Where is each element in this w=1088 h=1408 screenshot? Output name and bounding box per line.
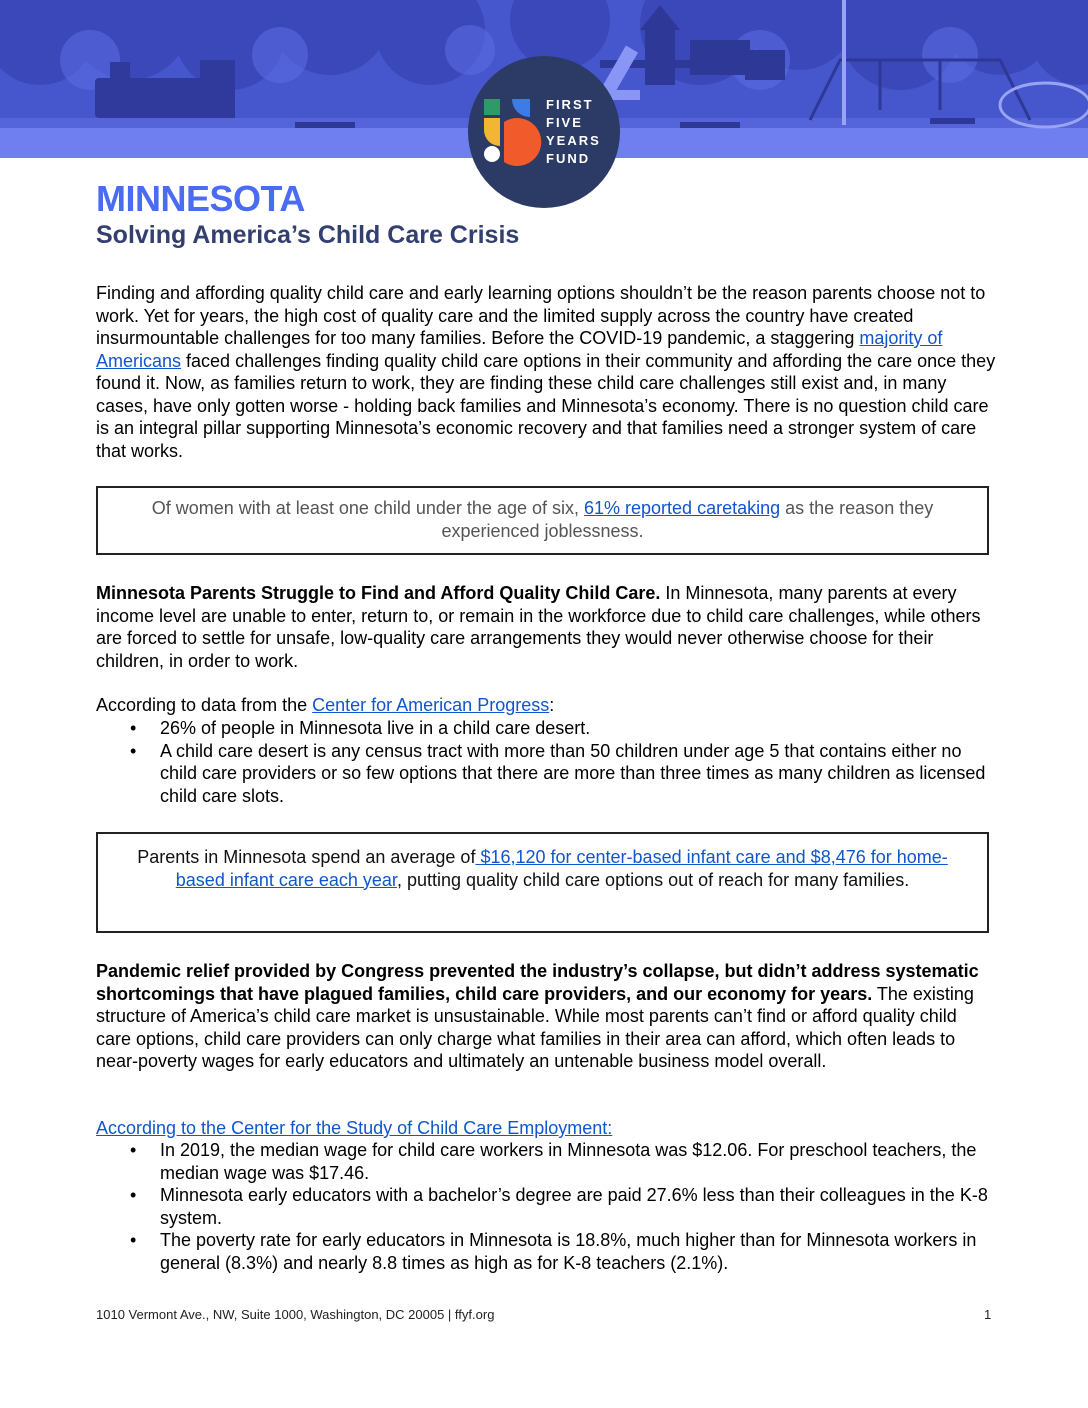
section-pandemic-relief <box>96 960 996 1073</box>
logo-word: FIVE <box>546 115 583 130</box>
list-item: • In 2019, the median wage for child care workers in Minnesota was $12.06. For preschool teachers, the median wage was $17.46. <box>96 1139 996 1184</box>
logo-yellow-shape <box>484 118 500 146</box>
logo-green-square <box>484 99 500 115</box>
intro-paragraph <box>96 282 996 462</box>
list-item: • Minnesota early educators with a bachelor’s degree are paid 27.6% less than their colleagues in the K-8 system. <box>96 1184 996 1229</box>
section-text: The existing structure of America’s child care market is unsustainable. While most parents can’t find or afford quality child care options, child care providers can only charge what families in their area can afford, which often leads to near-poverty wages for early educators and ultimately an untenable business model overall. <box>96 983 974 1071</box>
callout-box-infant-care-cost <box>96 832 989 933</box>
infant-care-cost-link[interactable]: $16,120 for center-based infant care and $8,476 for home-based infant care each year <box>175 847 948 890</box>
cscce-intro <box>96 1117 996 1140</box>
callout-text-start: Parents in Minnesota spend an average of <box>137 847 476 867</box>
page-number: 1 <box>984 1307 992 1322</box>
logo-word: YEARS <box>546 133 601 148</box>
logo-white-dot <box>484 146 500 162</box>
section-heading: Pandemic relief provided by Congress prevented the industry’s collapse, but didn’t address systematic shortcomings that have plagued families, child care providers, and our economy for years. <box>96 961 979 1004</box>
footer-address: 1010 Vermont Ave., NW, Suite 1000, Washington, DC 20005 | ffyf.org <box>96 1307 495 1322</box>
logo-orange-semicircle <box>504 118 541 166</box>
intro-text-end: faced challenges finding quality child care options in their community and affording the care once they found it. Now, as families return to work, they are finding these child care challenges still exist and, in many cases, have only gotten worse - holding back families and Minnesota’s economy. There is no question child care is an integral pillar supporting Minnesota’s economic recovery and that families need a stronger system of care that works. <box>96 350 996 461</box>
cap-text-start: According to data from the <box>96 695 313 715</box>
intro-text-start: Finding and affording quality child care and early learning options shouldn’t be the reason parents choose not to work. Yet for years, the high cost of quality care and the limited supply across the country have created insurmountable challenges for too many families. Before the COVID-19 pandemic, a staggering <box>96 283 986 348</box>
list-item: • The poverty rate for early educators in Minnesota is 18.8%, much higher than for Minnesota workers in general (8.3%) and nearly 8.8 times as high as for K-8 teachers (2.1%). <box>96 1229 996 1274</box>
logo-word: FUND <box>546 151 591 166</box>
page-subtitle: Solving America’s Child Care Crisis <box>96 221 520 249</box>
cap-bullet-list <box>96 717 996 807</box>
caretaking-statistic-link[interactable]: 61% reported caretaking <box>584 498 781 518</box>
center-for-american-progress-link[interactable]: Center for American Progress <box>312 695 550 715</box>
cap-data-intro <box>96 694 996 717</box>
callout-text-start: Of women with at least one child under the age of six, <box>151 498 584 518</box>
state-title: MINNESOTA <box>96 178 305 219</box>
cscce-bullet-list <box>96 1139 996 1274</box>
section-heading: Minnesota Parents Struggle to Find and Afford Quality Child Care. <box>96 583 661 603</box>
majority-of-americans-link[interactable]: majority of Americans <box>96 328 943 371</box>
first-five-years-fund-logo <box>468 56 620 208</box>
logo-word: FIRST <box>546 97 594 112</box>
callout-box-joblessness <box>96 486 989 555</box>
section-text: In Minnesota, many parents at every income level are unable to enter, return to, or remain in the workforce due to child care challenges, while others are forced to settle for unsafe, low-quality care arrangements they would never otherwise choose for their children, in order to work. <box>96 583 981 671</box>
list-item: • 26% of people in Minnesota live in a child care desert. <box>96 717 996 740</box>
list-item: • A child care desert is any census tract with more than 50 children under age 5 that contains either no child care providers or so few options that there are more than three times as many children as licensed child care slots. <box>96 740 996 808</box>
cscce-link[interactable]: According to the Center for the Study of Child Care Employment: <box>96 1118 613 1138</box>
callout-text-end: , putting quality child care options out of reach for many families. <box>396 869 910 890</box>
cap-text-end: : <box>549 695 555 715</box>
logo-wordmark <box>546 96 601 168</box>
logo-blue-quarter <box>512 99 530 117</box>
section-parents-struggle <box>96 582 996 672</box>
callout-text-end: as the reason they experienced joblessness. <box>441 498 934 541</box>
